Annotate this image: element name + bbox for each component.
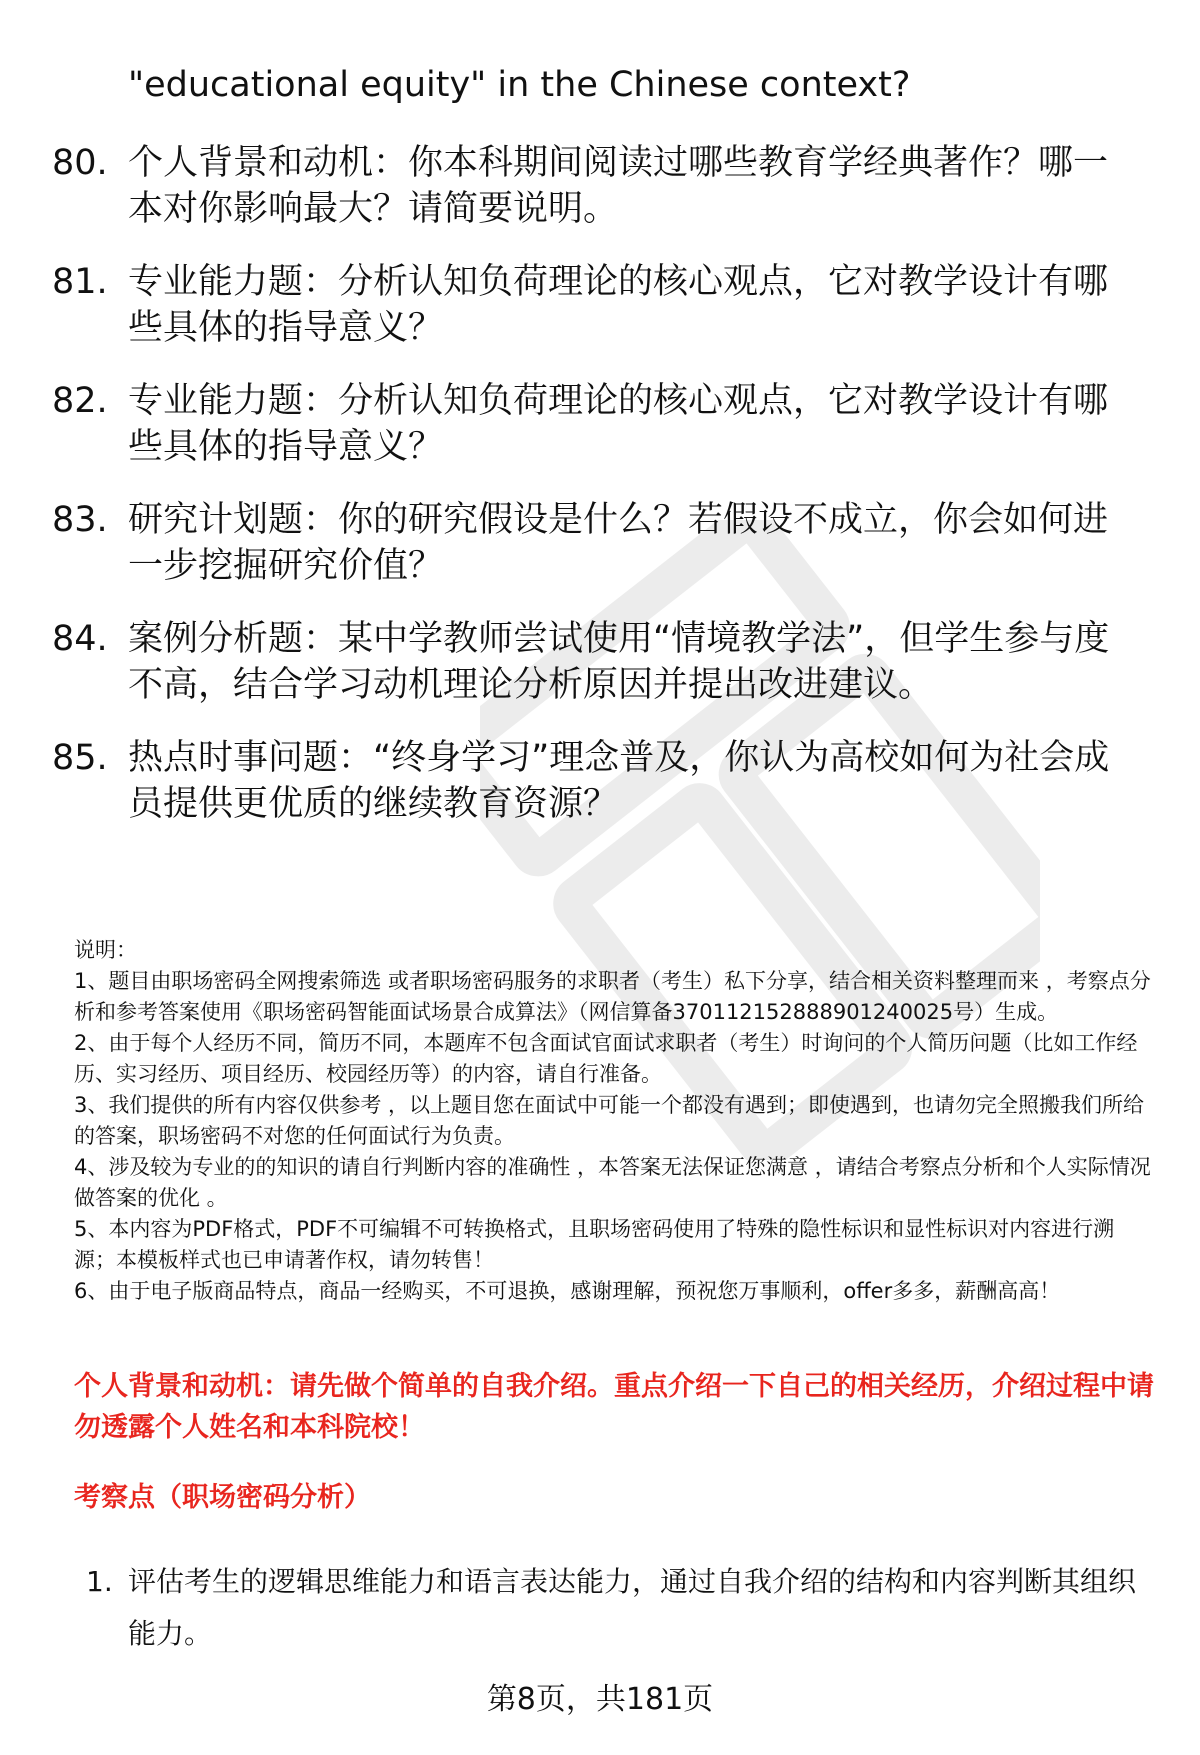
question-item (52, 497, 1142, 589)
notes-section (74, 935, 1154, 1307)
question-item (52, 378, 1142, 470)
page-footer: 第8页，共181页 (486, 1682, 714, 1717)
question-number: 85. (52, 738, 108, 778)
question-number: 80. (52, 143, 108, 183)
question-number: 82. (52, 381, 108, 421)
question-number: 83. (52, 500, 108, 540)
analysis-point-number: 1. (86, 1565, 113, 1598)
question-text: 专业能力题：分析认知负荷理论的核心观点，它对教学设计有哪些具体的指导意义？ (128, 381, 1109, 467)
question-item (52, 259, 1142, 351)
notes-item: 3、我们提供的所有内容仅供参考 ，以上题目您在面试中可能一个都没有遇到；即使遇到，也请勿完全照搬我们所给的答案，职场密码不对您的任何面试行为负责。 (74, 1093, 1145, 1148)
question-item (52, 616, 1142, 708)
question-text: 个人背景和动机：你本科期间阅读过哪些教育学经典著作？哪一本对你影响最大？请简要说明。 (128, 143, 1109, 229)
notes-title: 说明： (74, 938, 137, 962)
question-text: 案例分析题：某中学教师尝试使用“情境教学法”，但学生参与度不高，结合学习动机理论分析原因并提出改进建议。 (128, 619, 1110, 705)
notes-item: 4、涉及较为专业的的知识的请自行判断内容的准确性 ，本答案无法保证您满意 ，请结合考察点分析和个人实际情况做答案的优化 。 (74, 1155, 1151, 1210)
analysis-point-text: 评估考生的逻辑思维能力和语言表达能力，通过自我介绍的结构和内容判断其组织能力。 (128, 1565, 1137, 1650)
analysis-heading: 考察点（职场密码分析） (74, 1482, 371, 1513)
question-text: 研究计划题：你的研究假设是什么？若假设不成立，你会如何进一步挖掘研究价值？ (128, 500, 1109, 586)
question-text: 专业能力题：分析认知负荷理论的核心观点，它对教学设计有哪些具体的指导意义？ (128, 262, 1109, 348)
question-item (52, 140, 1142, 232)
question-number: 81. (52, 262, 108, 302)
question-text: 热点时事问题：“终身学习”理念普及，你认为高校如何为社会成员提供更优质的继续教育资源？ (128, 738, 1110, 824)
featured-question: 个人背景和动机：请先做个简单的自我介绍。重点介绍一下自己的相关经历，介绍过程中请勿透露个人姓名和本科院校！ (74, 1371, 1154, 1443)
question-continuation: "educational equity" in the Chinese context? (128, 65, 911, 105)
question-list (52, 140, 1142, 854)
question-item (52, 735, 1142, 827)
notes-item: 6、由于电子版商品特点，商品一经购买，不可退换，感谢理解，预祝您万事顺利，offer多多，薪酬高高！ (74, 1279, 1061, 1303)
notes-item: 5、本内容为PDF格式，PDF不可编辑不可转换格式，且职场密码使用了特殊的隐性标识和显性标识对内容进行溯源；本模板样式也已申请著作权，请勿转售！ (74, 1217, 1115, 1272)
question-number: 84. (52, 619, 108, 659)
analysis-points (86, 1556, 1156, 1660)
analysis-point (86, 1556, 1156, 1660)
notes-item: 1、题目由职场密码全网搜索筛选 或者职场密码服务的求职者（考生）私下分享，结合相关资料整理而来 ，考察点分析和参考答案使用《职场密码智能面试场景合成算法》（网信算备370112152888901240025号）生成。 (74, 969, 1151, 1024)
notes-item: 2、由于每个人经历不同，简历不同，本题库不包含面试官面试求职者（考生）时询问的个人简历问题（比如工作经历、实习经历、项目经历、校园经历等）的内容，请自行准备。 (74, 1031, 1138, 1086)
